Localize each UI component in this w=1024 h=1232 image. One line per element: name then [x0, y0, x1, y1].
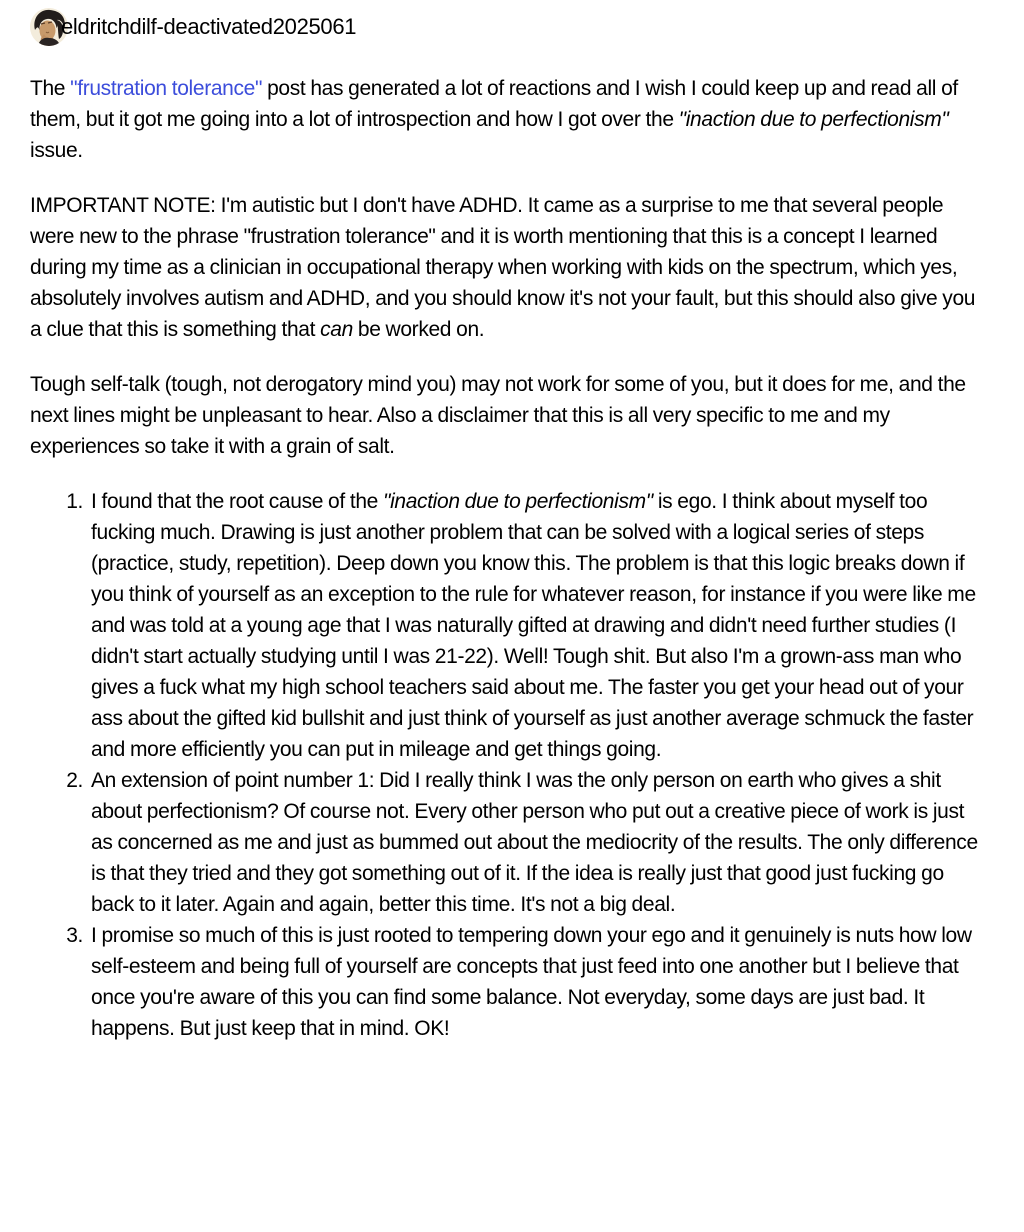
- paragraph-disclaimer: [30, 369, 988, 462]
- paragraph-intro: [30, 73, 988, 166]
- text-segment: issue.: [30, 139, 83, 162]
- text-segment: I promise so much of this is just rooted to tempering down your ego and it genuinely is nuts how low self-esteem and being full of yourself are concepts that just feed into one another but I believe that once you're aware of this you can find some balance. Not everyday, some days are just bad. It happens. But just keep that in mind. OK!: [91, 924, 972, 1040]
- username[interactable]: eldritchdilf-deactivated2025061: [61, 14, 357, 39]
- text-segment: "inaction due to perfectionism": [382, 490, 653, 513]
- frustration-tolerance-link[interactable]: "frustration tolerance": [70, 77, 263, 100]
- text-segment: I found that the root cause of the: [91, 490, 383, 513]
- list-item: [88, 920, 988, 1044]
- text-segment: Tough self-talk (tough, not derogatory mind you) may not work for some of you, but it does for me, and the next lines might be unpleasant to hear. Also a disclaimer that this is all very specific to me and my experiences so take it with a grain of salt.: [30, 373, 966, 458]
- text-segment: is ego. I think about myself too fucking much. Drawing is just another problem that can be solved with a logical series of steps (practice, study, repetition). Deep down you know this. The problem is that this logic breaks down if you think of yourself as an exception to the rule for whatever reason, for instance if you were like me and was told at a young age that I was naturally gifted at drawing and didn't need further studies (I didn't start actually studying until I was 21-22). Well! Tough shit. But also I'm a grown-ass man who gives a fuck what my high school teachers said about me. The faster you get your head out of your ass about the gifted kid bullshit and just think of yourself as just another average schmuck the faster and more efficiently you can put in mileage and get things going.: [91, 490, 976, 761]
- text-segment: "inaction due to perfectionism": [678, 108, 949, 131]
- list-item: [88, 486, 988, 765]
- post-header: [30, 7, 990, 47]
- text-segment: The: [30, 77, 71, 100]
- numbered-list: [30, 486, 988, 1044]
- text-segment: be worked on.: [352, 318, 485, 341]
- list-item: [88, 765, 988, 920]
- post-body: [30, 73, 988, 1044]
- text-segment: IMPORTANT NOTE: I'm autistic but I don't have ADHD. It came as a surprise to me that several people were new to the phrase "frustration tolerance" and it is worth mentioning that this is a concept I learned during my time as a clinician in occupational therapy when working with kids on the spectrum, which yes, absolutely involves autism and ADHD, and you should know it's not your fault, but this should also give you a clue that this is something that: [30, 194, 976, 341]
- paragraph-important-note: [30, 190, 988, 345]
- text-segment: An extension of point number 1: Did I really think I was the only person on earth who gives a shit about perfectionism? Of course not. Every other person who put out a creative piece of work is just as concerned as me and just as bummed out about the mediocrity of the results. The only difference is that they tried and they got something out of it. If the idea is really just that good just fucking go back to it later. Again and again, better this time. It's not a big deal.: [91, 769, 978, 916]
- text-segment: can: [320, 318, 353, 341]
- text-segment: post has generated a lot of reactions and I wish I could keep up and read all of them, but it got me going into a lot of introspection and how I got over the: [30, 77, 958, 131]
